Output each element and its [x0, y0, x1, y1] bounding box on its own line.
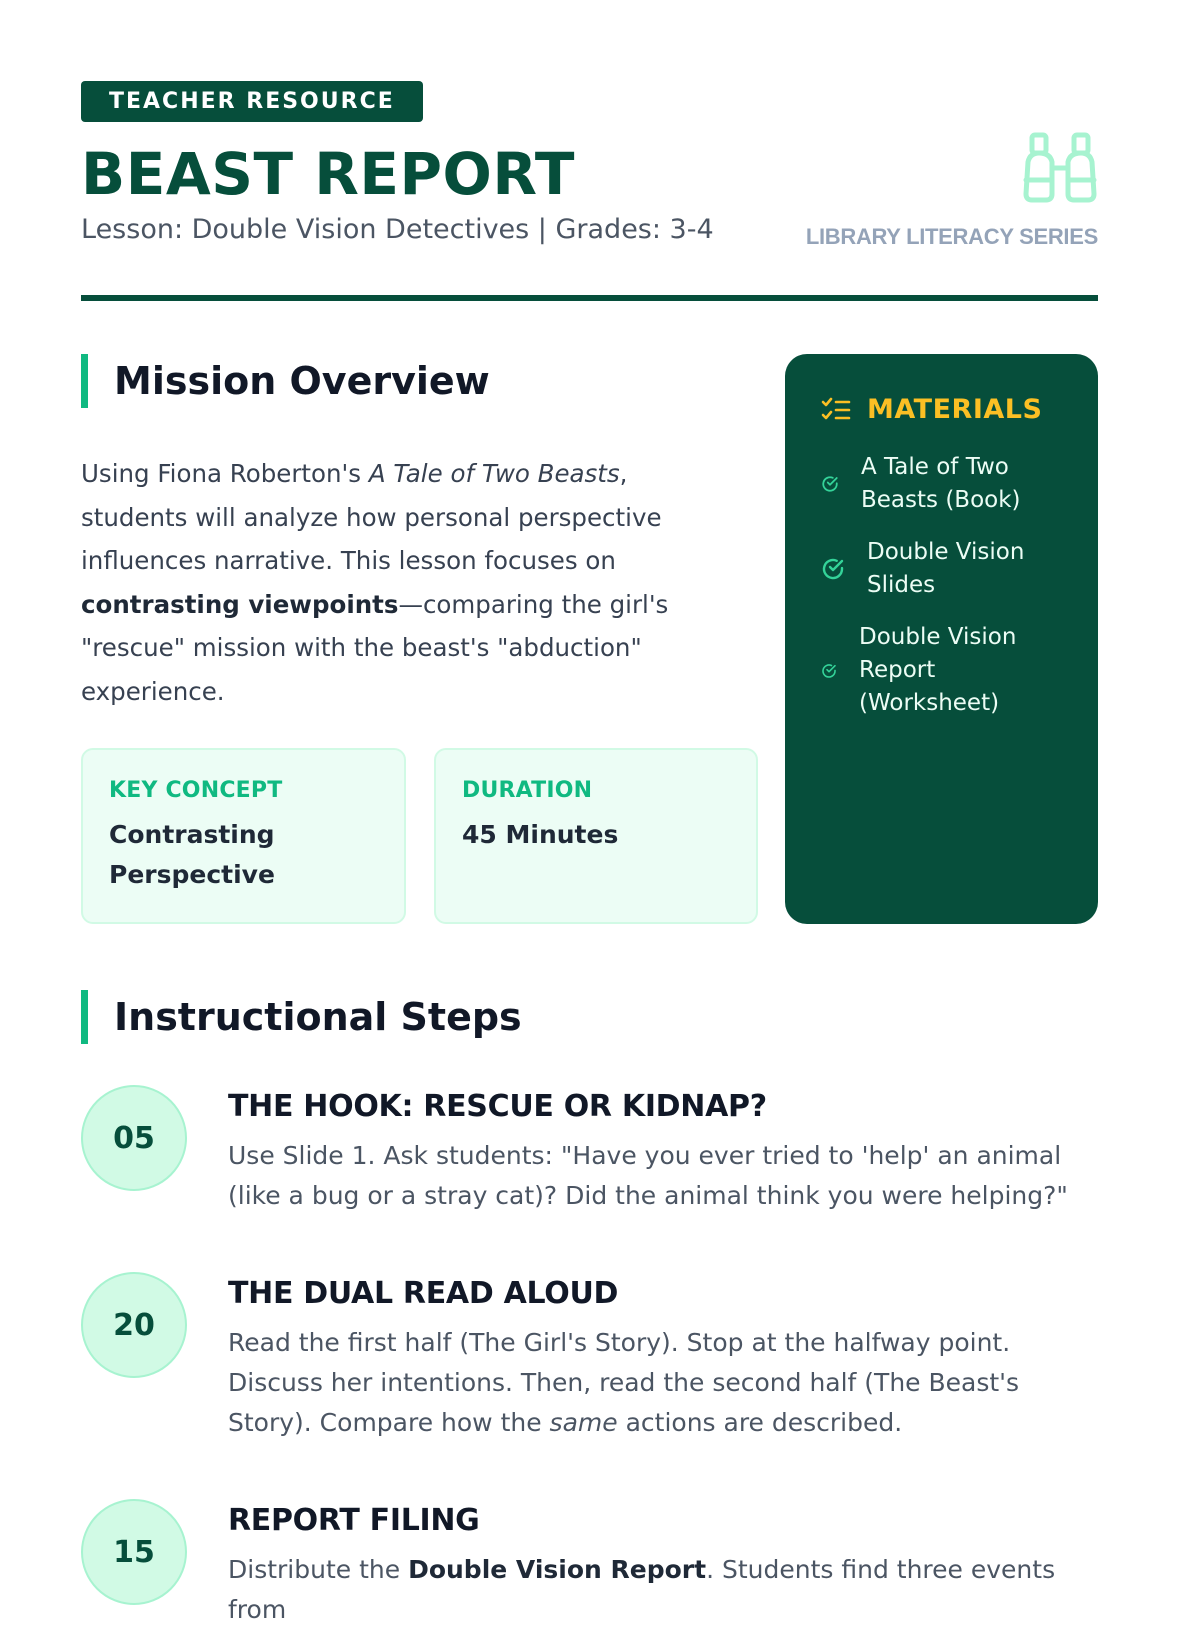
resource-badge: TEACHER RESOURCE — [81, 81, 423, 122]
list-item — [821, 621, 1062, 720]
step-text — [228, 1323, 1098, 1443]
materials-panel — [785, 354, 1098, 924]
step-title: REPORT FILING — [228, 1503, 480, 1538]
step-body — [228, 1276, 1098, 1443]
materials-title: MATERIALS — [867, 394, 1043, 425]
materials-list — [821, 451, 1062, 720]
overview-paragraph — [81, 452, 691, 713]
check-circle-icon — [821, 663, 837, 679]
section-heading-steps: Instructional Steps — [81, 990, 522, 1044]
material-label: A Tale of Two Beasts (Book) — [861, 454, 1021, 513]
mission-overview-section — [81, 300, 1098, 955]
list-item — [821, 451, 1062, 517]
step-title: THE HOOK: RESCUE OR KIDNAP? — [228, 1089, 767, 1124]
check-circle-icon — [821, 475, 839, 493]
para-text: , students will analyze how personal perspective influences narrative. This lesson focuses on — [81, 459, 662, 575]
book-title: A Tale of Two Beasts — [368, 459, 620, 488]
header — [81, 0, 1098, 300]
check-circle-icon — [821, 557, 845, 581]
section-heading-overview: Mission Overview — [81, 354, 490, 408]
step-duration: 20 — [81, 1272, 187, 1378]
step-text — [228, 1550, 1098, 1630]
materials-heading — [821, 394, 1062, 425]
step-duration: 05 — [81, 1085, 187, 1191]
card-value: 45 Minutes — [462, 820, 619, 849]
step-text: Use Slide 1. Ask students: "Have you ever tried to 'help' an animal (like a bug or a stray cat)? Did the animal think you were helping?" — [228, 1141, 1068, 1210]
step-body — [228, 1503, 1098, 1630]
step-text-emphasis: Double Vision Report — [408, 1555, 707, 1584]
duration-card — [434, 748, 758, 924]
step-text-part: Distribute the — [228, 1555, 409, 1584]
step-duration: 15 — [81, 1499, 187, 1605]
para-emphasis: contrasting viewpoints — [81, 589, 399, 619]
key-concept-card — [81, 748, 406, 924]
step-text-part: actions are described. — [617, 1408, 903, 1437]
binoculars-icon — [1022, 132, 1098, 204]
lesson-subtitle: Lesson: Double Vision Detectives | Grades: 3-4 — [81, 214, 714, 245]
card-label: KEY CONCEPT — [109, 778, 283, 803]
card-value: Contrasting Perspective — [109, 820, 275, 889]
step-text-emphasis: same — [549, 1408, 618, 1437]
list-item — [821, 536, 1062, 602]
para-text: —comparing the girl's "rescue" mission with the beast's "abduction" experience. — [81, 589, 669, 706]
para-text: Using Fiona Roberton's — [81, 459, 369, 488]
card-label: DURATION — [462, 778, 593, 803]
material-label: Double Vision Slides — [867, 539, 1025, 598]
step-text-part: Read the first half (The Girl's Story). Stop at the halfway point. Discuss her intentions. Then, read the second half (The Beast's Story). Compare how the — [228, 1328, 1020, 1437]
checklist-icon — [821, 397, 851, 423]
series-label: LIBRARY LITERACY SERIES — [805, 224, 1098, 249]
step-title: THE DUAL READ ALOUD — [228, 1276, 619, 1311]
page-title: BEAST REPORT — [81, 140, 575, 208]
material-label: Double Vision Report (Worksheet) — [859, 624, 1017, 716]
step-text-part: . Students find three events from — [228, 1555, 1056, 1624]
step-body — [228, 1089, 1098, 1216]
